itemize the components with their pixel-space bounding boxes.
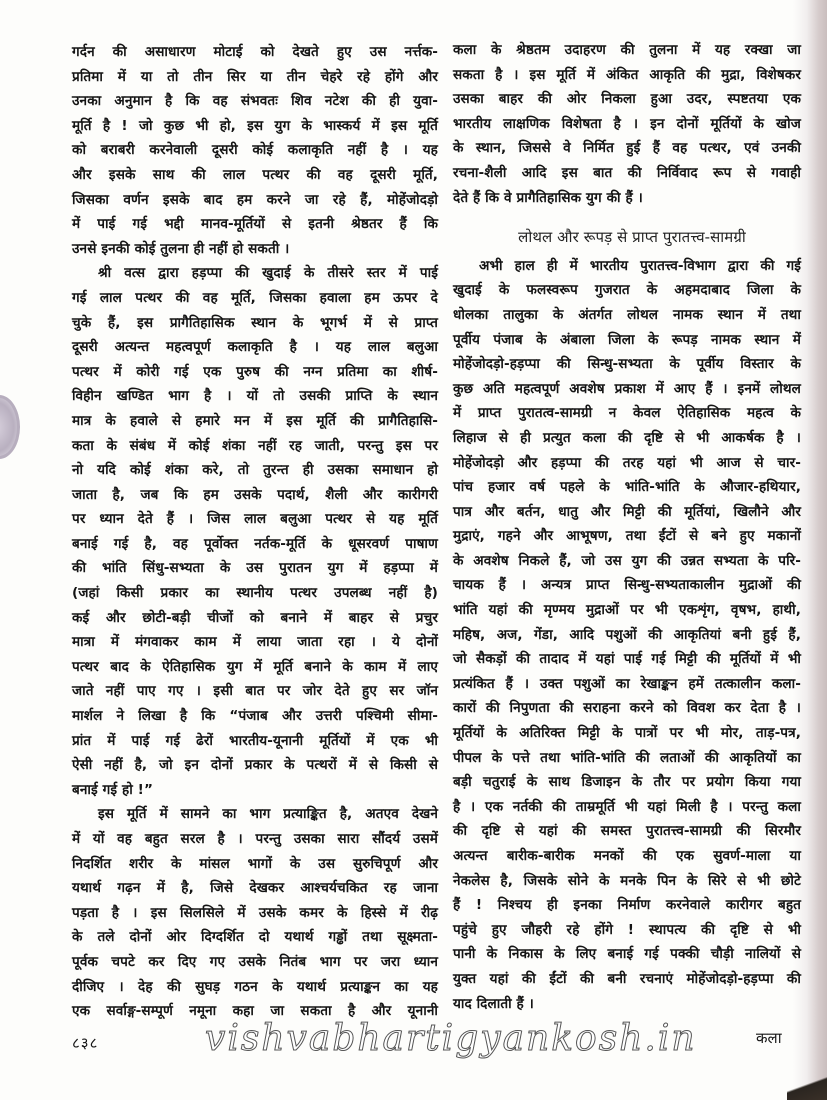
text-line: मात्र के हवाले से हमारे मन में इस मूर्ति की प्रागैतिहासि- <box>72 412 438 429</box>
text-line: मुद्राएं, गहने और आभूषण, तथा ईंटों से बने हुए मकानों <box>453 528 801 545</box>
text-line: उनसे इनकी कोई तुलना ही नहीं हो सकती । <box>72 240 290 257</box>
text-line: पात्र और बर्तन, धातु और मिट्टी की मूर्तियां, खिलौने और <box>453 503 801 520</box>
text-line: लिहाज से ही प्रत्युत कला की दृष्टि से भी आकर्षक है । <box>453 429 801 446</box>
text-line: कारों की निपुणता की सराहना करने को विवश कर देता है । <box>453 700 801 717</box>
text-line: प्रतिमा में या तो तीन सिर या तीन चेहरे रहे होंगे और <box>72 68 438 85</box>
text-line: दीजिए । देह की सुघड़ गठन के यथार्थ प्रत्याङ्कन का यह <box>72 978 438 995</box>
right-column-body <box>453 254 801 1016</box>
text-line: देते हैं कि वे प्रागैतिहासिक युग की हैं । <box>453 189 643 206</box>
text-line: के स्थान, जिससे वे निर्मित हुई हैं वह पत्थर, एवं उनकी <box>453 140 801 157</box>
left-column <box>72 40 438 1024</box>
text-line: धोलका तालुका के अंतर्गत लोथल नामक स्थान में तथा <box>453 306 801 323</box>
running-footer-section: कला <box>756 1029 782 1047</box>
text-line: भांति यहां की मृण्मय मुद्राओं पर भी एकशृंग, वृषभ, हाथी, <box>453 602 801 619</box>
section-heading: लोथल और रूपड़ से प्राप्त पुरातत्त्व-सामग्री <box>518 228 746 247</box>
text-line: है । एक नर्तकी की ताम्रमूर्ति भी यहां मिली है । परन्तु कला <box>453 798 801 815</box>
text-line: पहुंचे हुए जौहरी रहे होंगे ! स्थापत्य की दृष्टि से भी <box>453 921 801 938</box>
text-line: गर्दन की असाधारण मोटाई को देखते हुए उस नर्त्तक- <box>72 44 438 60</box>
text-line: पूर्वक चपटे कर दिए गए उसके नितंब भाग पर जरा ध्यान <box>72 953 438 970</box>
text-line: बनाई गई है, वह पूर्वोक्त नर्तक-मूर्ति के धूसरवर्ण पाषाण <box>72 535 438 552</box>
right-column-intro <box>453 38 801 210</box>
text-line: अभी हाल ही में भारतीय पुरातत्त्व-विभाग द्वारा की गई <box>479 257 801 274</box>
text-line: जाते नहीं पाए गए । इसी बात पर जोर देते हुए सर जॉन <box>72 683 438 700</box>
text-line: में पाई गई भद्दी मानव-मूर्तियों से इतनी श्रेष्ठतर हैं कि <box>72 216 438 233</box>
text-line: मोहेंजोदड़ो और हड़प्पा की तरह यहां भी आज से चार- <box>453 454 801 471</box>
text-line: जो सैकड़ों की तादाद में यहां पाई गई मिट्टी की मूर्तियों में भी <box>453 651 801 668</box>
text-line: पड़ता है । इस सिलसिले में उसके कमर के हिस्से में रीढ़ <box>72 904 438 921</box>
text-line: निदर्शित शरीर के मांसल भागों के उस सुरुचिपूर्ण और <box>72 855 438 872</box>
text-line: के तले दोनों ओर दिग्दर्शित दो यथार्थ गड्ढों तथा सूक्ष्मता- <box>72 929 438 946</box>
text-line: चायक हैं । अन्यत्र प्राप्त सिन्धु-सभ्यताकालीन मुद्राओं की <box>453 577 801 594</box>
text-line: नो यदि कोई शंका करे, तो तुरन्त ही उसका समाधान हो <box>72 462 438 479</box>
text-line: जाता है, जब कि हम उसके पदार्थ, शैली और कारीगरी <box>72 486 438 503</box>
text-line: पत्थर में कोरी गई एक पुरुष की नग्न प्रतिमा का शीर्ष- <box>72 363 438 380</box>
text-line: नेकलेस है, जिसके सोने के मनके पिन के सिरे से भी छोटे <box>453 872 801 889</box>
text-line: एक सर्वाङ्ग-सम्पूर्ण नमूना कहा जा सकता है और यूनानी <box>72 1003 438 1020</box>
text-line: चुके हैं, इस प्रागैतिहासिक स्थान के भूगर्भ में से प्राप्त <box>72 314 438 331</box>
text-line: मात्रा में मंगवाकर काम में लाया जाता रहा । ये दोनों <box>72 634 438 651</box>
text-line: कई और छोटी-बड़ी चीजों को बनाने में बाहर से प्रचुर <box>72 609 438 626</box>
text-line: गई लाल पत्थर की वह मूर्ति, जिसका हवाला हम ऊपर दे <box>72 289 438 306</box>
text-line: श्री वत्स द्वारा हड़प्पा की खुदाई के तीसरे स्तर में पाई <box>98 265 438 282</box>
text-line: मोहेंजोदड़ो-हड़प्पा की सिन्धु-सभ्यता के पूर्वीय विस्तार के <box>453 356 801 373</box>
text-line: प्रांत में पाई गई ढेरों भारतीय-यूनानी मूर्तियों में एक भी <box>72 732 438 749</box>
text-line: युक्त यहां की ईंटों की बनी रचनाएं मोहेंजोदड़ो-हड़प्पा की <box>453 970 801 987</box>
text-line: विहीन खण्डित भाग है । यों तो उसकी प्राप्ति के स्थान <box>72 388 438 405</box>
text-line: दूसरी अत्यन्त महत्वपूर्ण कलाकृति है । यह लाल बलुआ <box>72 339 438 356</box>
text-line: में प्राप्त पुरातत्व-सामग्री न केवल ऐतिहासिक महत्व के <box>453 405 801 422</box>
text-line: पूर्वीय पंजाब के अंबाला जिला के रूपड़ नामक स्थान में <box>453 331 801 348</box>
text-line: हैं ! निश्चय ही इनका निर्माण करनेवाले कारीगर बहुत <box>453 897 801 914</box>
text-line: भारतीय लाक्षणिक विशेषता है । इन दोनों मूर्तियों के खोज <box>453 115 801 132</box>
text-line: ऐसी नहीं है, जो इन दोनों प्रकार के पत्थरों में से किसी से <box>72 757 438 774</box>
text-line: कला के श्रेष्ठतम उदाहरण की तुलना में यह रक्खा जा <box>453 42 801 58</box>
right-column <box>453 38 801 1016</box>
text-line: अत्यन्त बारीक-बारीक मनकों की एक सुवर्ण-माला या <box>453 848 801 864</box>
text-line: जिसका वर्णन इसके बाद हम करने जा रहे हैं, मोहेंजोदड़ो <box>72 191 438 208</box>
text-line: की भांति सिंधु-सभ्यता के उस पुरातन युग में हड़प्पा में <box>72 560 438 577</box>
text-line: खुदाई के फलस्वरूप गुजरात के अहमदाबाद जिला के <box>453 282 801 299</box>
text-line: (जहां किसी प्रकार का स्थानीय पत्थर उपलब्ध नहीं है) <box>72 585 438 602</box>
watermark: vishvabhartigyankosh.in <box>205 1018 697 1059</box>
text-line: मूर्तियों के अतिरिक्त मिट्टी के पात्रों पर भी मोर, ताड़-पत्र, <box>453 725 801 742</box>
text-line: की दृष्टि से यहां की समस्त पुरातत्त्व-सामग्री की सिरमौर <box>453 823 801 840</box>
text-line: पानी के निकास के लिए बनाई गई पक्की चौड़ी नालियों से <box>453 946 801 963</box>
text-line: इस मूर्ति में सामने का भाग प्रत्याङ्कित है, अतएव देखने <box>98 806 438 823</box>
text-line: पत्थर बाद के ऐतिहासिक युग में मूर्ति बनाने के काम में लाए <box>72 658 438 675</box>
text-line: उसका बाहर की ओर निकला हुआ उदर, स्पष्टतया एक <box>453 91 801 108</box>
text-line: और इसके साथ की लाल पत्थर की वह दूसरी मूर्ति, <box>72 166 438 183</box>
text-line: मूर्ति है ! जो कुछ भी हो, इस युग के भास्कर्य में इस मूर्ति <box>72 117 438 134</box>
text-line: रचना-शैली आदि इस बात की निर्विवाद रूप से गवाही <box>453 164 801 181</box>
text-line: कता के संबंध में कोई शंका नहीं रह जाती, परन्तु इस पर <box>72 437 438 454</box>
text-line: यथार्थ गढ़न में है, जिसे देखकर आश्चर्यचकित रह जाना <box>72 880 438 897</box>
text-line: बड़ी चतुराई के साथ डिजाइन के तौर पर प्रयोग किया गया <box>453 774 801 791</box>
page-number: ८३८ <box>72 1034 99 1052</box>
text-line: कुछ अति महत्वपूर्ण अवशेष प्रकाश में आए हैं । इनमें लोथल <box>453 380 801 397</box>
page-corner <box>787 1072 827 1100</box>
text-line: में यों वह बहुत सरल है । परन्तु उसका सारा सौंदर्य उसमें <box>72 831 438 847</box>
text-line: पर ध्यान देते हैं । जिस लाल बलुआ पत्थर से यह मूर्ति <box>72 511 438 528</box>
text-line: प्रत्यंकित हैं । उक्त पशुओं का रेखाङ्कन हमें तत्कालीन कला- <box>453 675 801 692</box>
text-line: मार्शल ने लिखा है कि “पंजाब और उत्तरी पश्चिमी सीमा- <box>72 708 438 725</box>
text-line: को बराबरी करनेवाली दूसरी कोई कलाकृति नहीं है । यह <box>72 142 438 159</box>
text-line: सकता है । इस मूर्ति में अंकित आकृति की मुद्रा, विशेषकर <box>453 66 801 83</box>
text-line: के अवशेष निकले हैं, जो उस युग की उन्नत सभ्यता के परि- <box>453 552 801 569</box>
text-line: उनका अनुमान है कि वह संभवतः शिव नटेश की ही युवा- <box>72 93 438 110</box>
text-line: बनाई गई हो !” <box>72 781 153 798</box>
text-line: पीपल के पत्ते तथा भांति-भांति की लताओं की आकृतियों का <box>453 749 801 766</box>
text-line: महिष, अज, गेंडा, आदि पशुओं की आकृतियां बनी हुई हैं, <box>453 626 801 643</box>
text-line: याद दिलाती हैं । <box>453 995 534 1012</box>
text-line: पांच हजार वर्ष पहले के भांति-भांति के औजार-हथियार, <box>453 479 801 496</box>
binder-hole <box>0 395 20 459</box>
